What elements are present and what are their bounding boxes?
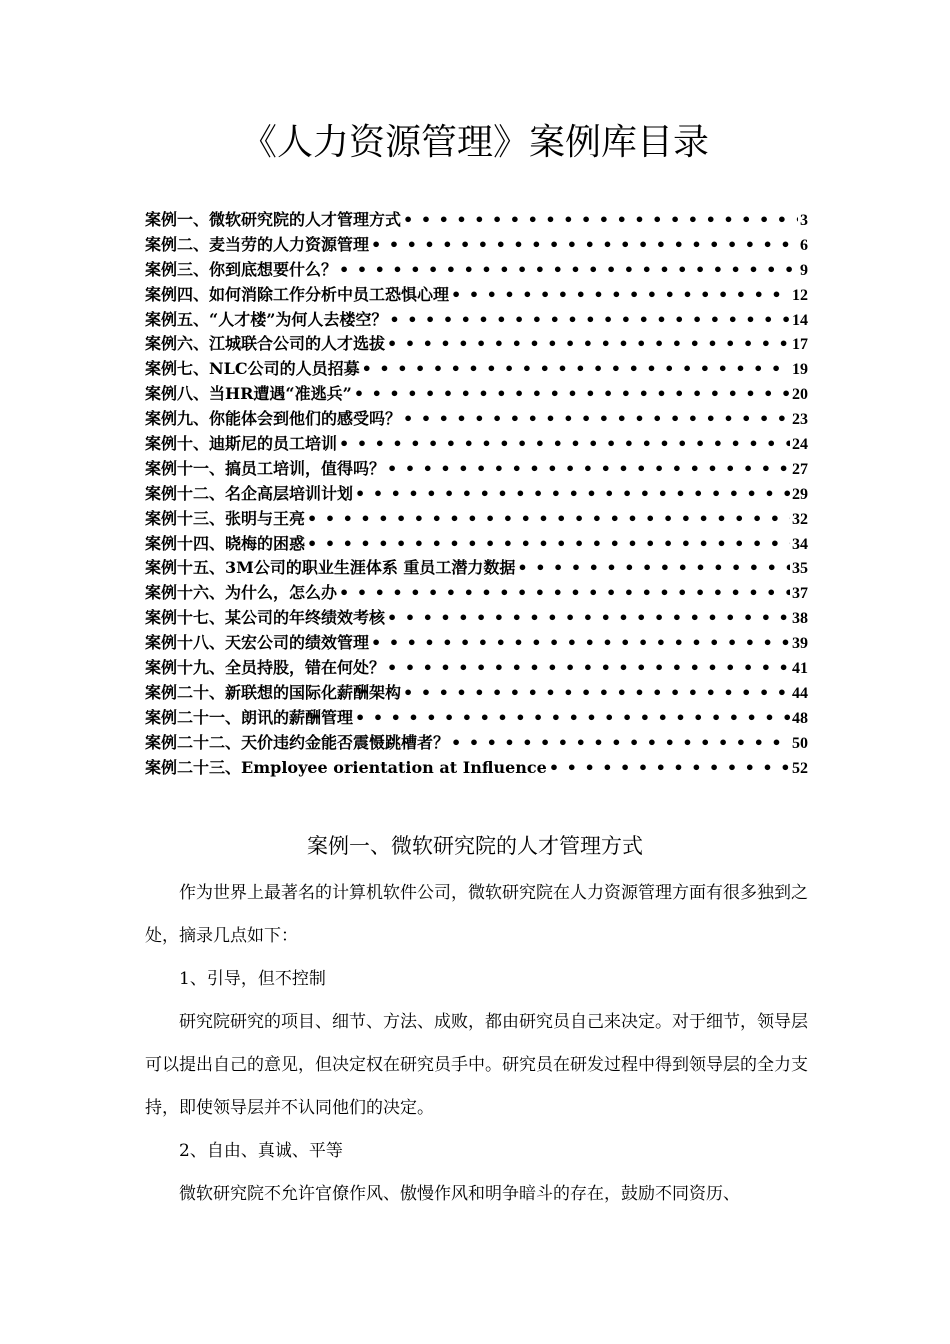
toc-entry-title: 案例五、“人才楼”为何人去楼空？ <box>145 309 388 329</box>
toc-entry-title: 案例二十一、朗讯的薪酬管理 <box>145 707 354 727</box>
body-paragraph: 微软研究院不允许官僚作风、傲慢作风和明争暗斗的存在，鼓励不同资历、 <box>179 1184 740 1204</box>
toc-entry-page: 24 <box>792 436 808 454</box>
toc-entry-title: 案例八、当HR遭遇“准逃兵” <box>145 384 352 404</box>
toc-entry-page: 39 <box>792 635 808 653</box>
toc-entry-page: 37 <box>792 585 808 603</box>
toc-entry[interactable] <box>145 407 808 432</box>
toc-entry-page: 3 <box>800 212 808 229</box>
toc-entry-title: 案例十七、某公司的年终绩效考核 <box>145 608 386 628</box>
section-body <box>145 872 808 1216</box>
toc-entry-page: 6 <box>800 236 808 254</box>
body-paragraph: 2、自由、真诚、平等 <box>179 1141 343 1161</box>
toc-leader-dots <box>403 681 790 706</box>
toc-entry-page: 23 <box>792 411 808 429</box>
toc-leader-dots <box>387 606 790 631</box>
toc-leader-dots <box>517 556 790 581</box>
toc-entry[interactable] <box>145 482 808 507</box>
toc-entry-page: 29 <box>792 485 808 503</box>
toc-leader-dots <box>339 432 790 457</box>
section-heading: 案例一、微软研究院的人才管理方式 <box>307 834 643 858</box>
body-paragraph: 作为世界上最著名的计算机软件公司，微软研究院在人力资源管理方面有很多独到之处，摘录几点如下： <box>145 883 808 946</box>
toc-leader-dots <box>354 382 790 407</box>
toc-entry-title: 案例三、你到底想要什么？ <box>145 259 338 279</box>
toc-entry[interactable] <box>145 581 808 606</box>
toc-entry-title: 案例十四、晓梅的困惑 <box>145 533 306 553</box>
toc-leader-dots <box>362 357 790 382</box>
toc-entry-title: 案例十一、搞员工培训，值得吗？ <box>145 458 386 478</box>
toc-entry-title: 案例四、如何消除工作分析中员工恐惧心理 <box>145 284 450 304</box>
toc-entry-page: 32 <box>792 510 808 528</box>
toc-entry[interactable] <box>145 208 808 233</box>
toc-entry-title: 案例二十三、Employee orientation at Influence <box>145 757 547 777</box>
toc-entry[interactable] <box>145 382 808 407</box>
toc-leader-dots <box>339 258 798 283</box>
toc-entry-title: 案例六、江城联合公司的人才选拔 <box>145 334 386 354</box>
toc-entry-title: 案例十二、名企高层培训计划 <box>145 483 354 503</box>
toc-leader-dots <box>389 308 790 333</box>
toc-leader-dots <box>355 482 790 507</box>
toc-leader-dots <box>371 233 798 258</box>
toc-entry-page: 52 <box>792 759 808 777</box>
toc-entry[interactable] <box>145 233 808 258</box>
toc-entry[interactable] <box>145 308 808 333</box>
toc-entry[interactable] <box>145 556 808 581</box>
toc-entry-page: 27 <box>792 460 808 478</box>
toc-entry[interactable] <box>145 706 808 731</box>
toc-leader-dots <box>307 532 790 557</box>
toc-leader-dots <box>307 507 790 532</box>
toc-leader-dots <box>355 706 790 731</box>
toc-entry[interactable] <box>145 656 808 681</box>
toc-entry[interactable] <box>145 606 808 631</box>
toc-entry-title: 案例二、麦当劳的人力资源管理 <box>145 234 370 254</box>
toc-entry-page: 35 <box>792 560 808 578</box>
toc-entry-page: 20 <box>792 386 808 404</box>
toc-leader-dots <box>403 407 790 432</box>
toc-entry[interactable] <box>145 731 808 756</box>
toc-entry-page: 17 <box>792 336 808 354</box>
toc-entry-title: 案例十八、天宏公司的绩效管理 <box>145 633 370 653</box>
toc-entry[interactable] <box>145 631 808 656</box>
toc-leader-dots <box>339 581 790 606</box>
toc-entry[interactable] <box>145 258 808 283</box>
toc-leader-dots <box>451 283 790 308</box>
toc-leader-dots <box>549 756 790 781</box>
toc-entry-page: 34 <box>792 535 808 553</box>
toc-entry[interactable] <box>145 532 808 557</box>
toc-entry-title: 案例二十二、天价违约金能否震慑跳槽者？ <box>145 732 450 752</box>
toc-entry-page: 38 <box>792 610 808 628</box>
toc-entry-page: 19 <box>792 361 808 379</box>
toc-entry[interactable] <box>145 457 808 482</box>
toc-entry[interactable] <box>145 756 808 781</box>
toc-leader-dots <box>387 656 790 681</box>
toc-entry-page: 12 <box>792 286 808 304</box>
toc-entry-page: 9 <box>800 261 808 279</box>
toc-entry-title: 案例二十、新联想的国际化薪酬架构 <box>145 682 402 702</box>
toc-leader-dots <box>387 457 790 482</box>
table-of-contents <box>145 208 808 780</box>
toc-entry-title: 案例十三、张明与王亮 <box>145 508 306 528</box>
toc-entry-page: 41 <box>792 660 808 678</box>
toc-leader-dots <box>403 208 798 233</box>
toc-entry-page: 14 <box>792 311 808 329</box>
body-paragraph: 研究院研究的项目、细节、方法、成败，都由研究员自己来决定。对于细节，领导层可以提出自己的意见，但决定权在研究员手中。研究员在研发过程中得到领导层的全力支持，即使领导层并不认同他们的决定。 <box>145 1012 808 1118</box>
toc-entry[interactable] <box>145 283 808 308</box>
toc-entry-page: 50 <box>792 734 808 752</box>
page-title: 《人力资源管理》案例库目录 <box>240 122 709 163</box>
toc-entry-title: 案例十五、3M公司的职业生涯体系 重员工潜力数据 <box>145 558 516 578</box>
toc-entry-title: 案例一、微软研究院的人才管理方式 <box>145 210 402 229</box>
toc-entry-page: 48 <box>792 709 808 727</box>
toc-entry-title: 案例十、迪斯尼的员工培训 <box>145 434 338 454</box>
toc-entry[interactable] <box>145 432 808 457</box>
toc-entry-title: 案例十九、全员持股，错在何处？ <box>145 658 386 678</box>
toc-entry-title: 案例九、你能体会到他们的感受吗？ <box>145 409 402 429</box>
toc-leader-dots <box>371 631 790 656</box>
toc-leader-dots <box>387 332 790 357</box>
toc-entry[interactable] <box>145 681 808 706</box>
toc-entry[interactable] <box>145 507 808 532</box>
toc-leader-dots <box>451 731 790 756</box>
toc-entry[interactable] <box>145 332 808 357</box>
body-paragraph: 1、引导，但不控制 <box>179 969 326 989</box>
toc-entry-page: 44 <box>792 684 808 702</box>
toc-entry[interactable] <box>145 357 808 382</box>
toc-entry-title: 案例七、NLC公司的人员招募 <box>145 359 360 379</box>
toc-entry-title: 案例十六、为什么，怎么办 <box>145 583 338 603</box>
